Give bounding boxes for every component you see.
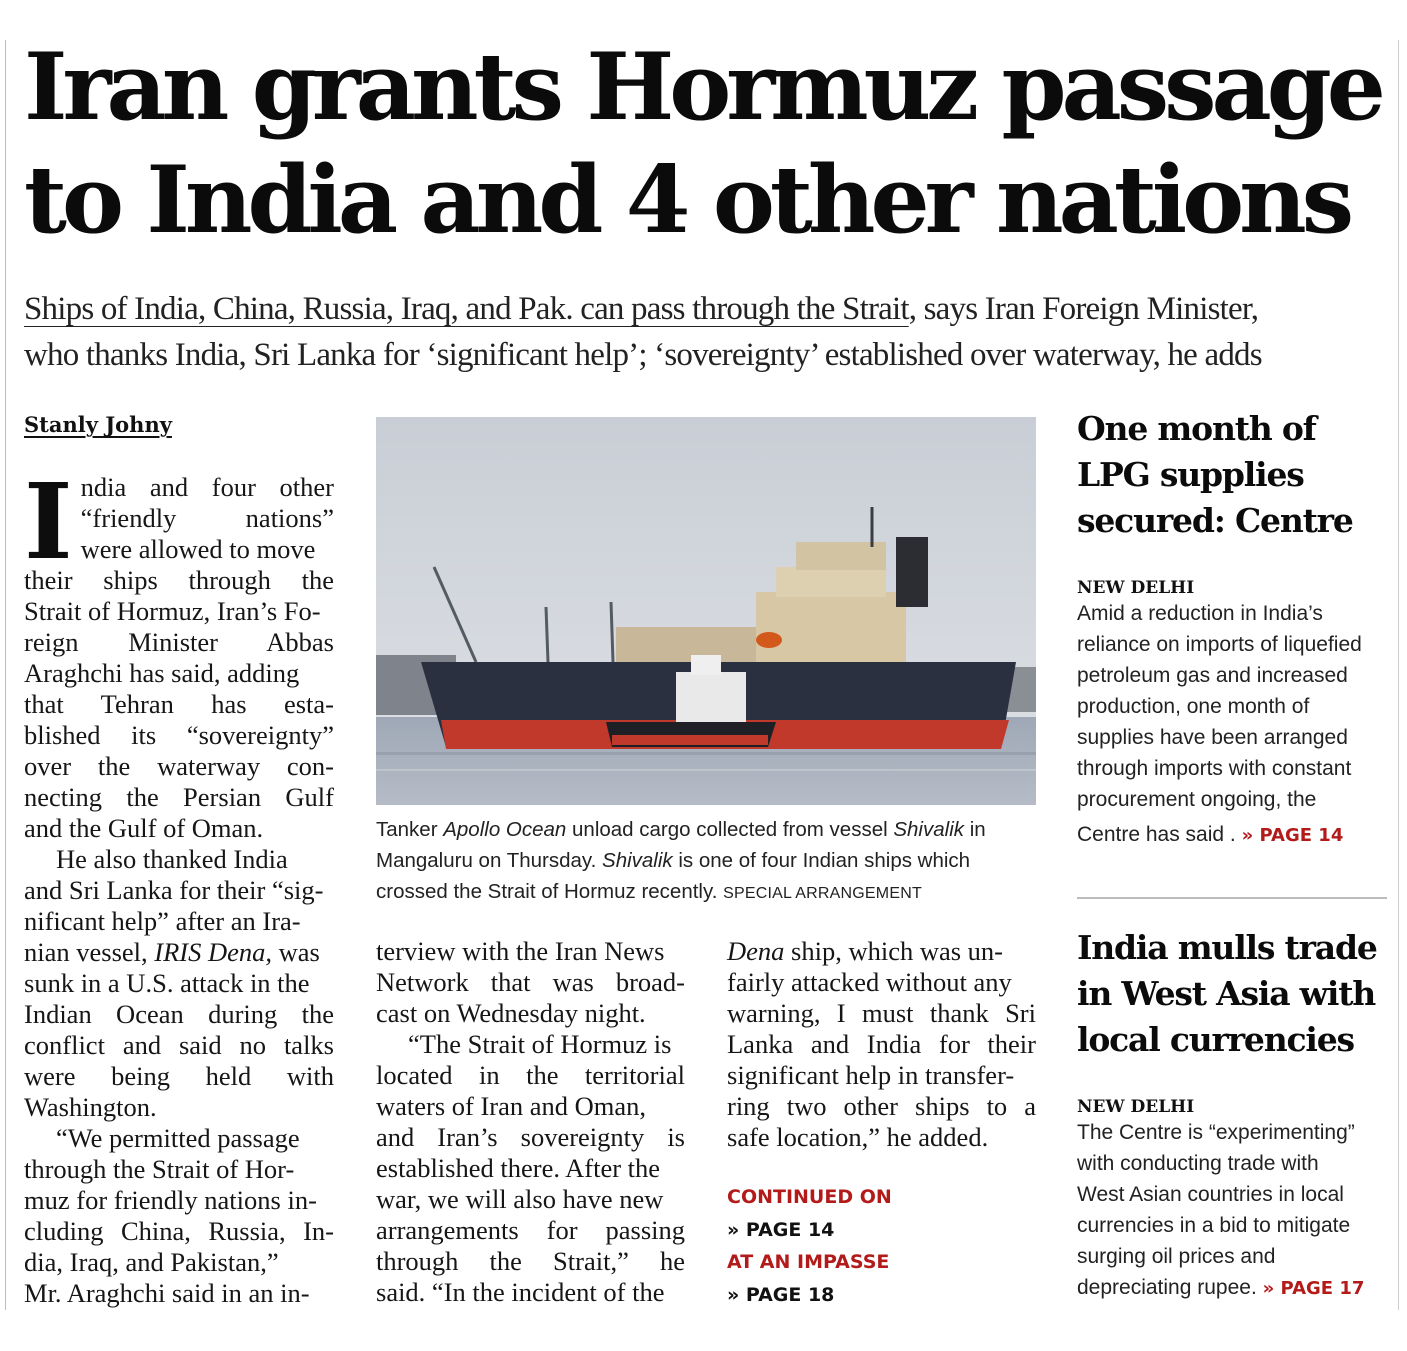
page-ref-link[interactable]: » PAGE 14 — [1241, 825, 1344, 846]
continued-page-link[interactable]: » PAGE 14 — [727, 1218, 835, 1241]
sidebar-story-lpg — [1077, 406, 1389, 851]
drop-cap: I — [24, 460, 73, 583]
dateline: NEW DELHI — [1077, 1097, 1195, 1117]
at-an-impasse-label: AT AN IMPASSE — [727, 1251, 890, 1273]
headline-line-2: to India and 4 other nations — [24, 145, 1350, 254]
right-page-rule — [1398, 40, 1399, 1310]
continuation-refs — [727, 1181, 1036, 1311]
tanker-photo — [376, 417, 1036, 805]
article-column-2: terview with the Iran News Network that was broad- cast on Wednesday night. “The Strait of Hormuz is located in the territorial waters of Iran and Oman, and Iran’s sovereignty is established there. After the war, we will also have new arrangements for passing through the Strait,” he said. “In the incident of the — [376, 936, 685, 1307]
sidebar-headline-trade: India mulls trade in West Asia with local currencies — [1077, 928, 1377, 1059]
standfirst-underlined: Ships of India, China, Russia, Iraq, and Pak. can pass through the Strait — [24, 291, 909, 327]
headline-line-1: Iran grants Hormuz passage — [24, 32, 1381, 141]
article-column-3: Dena ship, which was un- fairly attacked without any warning, I must thank Sri Lanka and India for their significant help in transfer- ring two other ships to a safe location,” he added. — [727, 936, 1036, 1152]
continued-on-label: CONTINUED ON — [727, 1186, 892, 1208]
sidebar-story-trade — [1077, 925, 1389, 1304]
dateline: NEW DELHI — [1077, 578, 1195, 598]
sidebar-body-trade: The Centre is “experimenting” with conducting trade with West Asian countries in local currencies in a bid to mitigate surging oil prices and depreciating rupee. » PAGE 17 — [1077, 1121, 1365, 1299]
standfirst — [24, 286, 1394, 378]
byline: Stanly Johny — [24, 412, 172, 437]
page-ref-link[interactable]: » PAGE 17 — [1262, 1278, 1365, 1299]
article-line-vessel: nian vessel, IRIS Dena, was — [24, 937, 320, 967]
sidebar-headline-lpg: One month of LPG supplies secured: Centre — [1077, 409, 1353, 540]
article-column-1: I ndia and four other “friendly nations” were allowed to move their ships through the Strait of Hormuz, Iran’s Fo- reign Minister Abbas Araghchi has said, adding that Tehran has esta- blished its “sovereignty” over the waterway con- necting the Persian Gulf and the Gulf of Oman. He also thanked India and Sri Lanka for their “sig- nificant help” after an Ira- nian vessel, IRIS Dena, was sunk in a U.S. attack in the Indian Ocean during the conflict and said no talks were being held with Washington. “We permitted passage through the Strait of Hor- muz for friendly nations in- cluding China, Russia, In- dia, Iraq, and Pakistan,” Mr. Araghchi said in an in- — [24, 460, 334, 1308]
sidebar-divider — [1077, 897, 1387, 899]
main-headline — [24, 30, 1394, 256]
photo-credit: SPECIAL ARRANGEMENT — [723, 885, 922, 902]
left-page-rule — [5, 40, 6, 1310]
standfirst-line-1: Ships of India, China, Russia, Iraq, and Pak. can pass through the Strait, says Iran Foreign Minister, — [24, 291, 1259, 327]
photo-caption: Tanker Apollo Ocean unload cargo collected from vessel Shivalik in Mangaluru on Thursday. Shivalik is one of four Indian ships which crossed the Strait of Hormuz recently. SPECIAL ARRANGEMENT — [376, 818, 986, 903]
standfirst-line-2: who thanks India, Sri Lanka for ‘significant help’; ‘sovereignty’ established over waterway, he adds — [24, 337, 1262, 373]
ship-illustration — [376, 417, 1036, 805]
impasse-page-link[interactable]: » PAGE 18 — [727, 1283, 835, 1306]
sidebar-body-lpg: Amid a reduction in India’s reliance on imports of liquefied petroleum gas and increased production, one month of supplies have been arranged through imports with constant procurement ongoing, the Centre has said . » PAGE 14 — [1077, 602, 1362, 846]
